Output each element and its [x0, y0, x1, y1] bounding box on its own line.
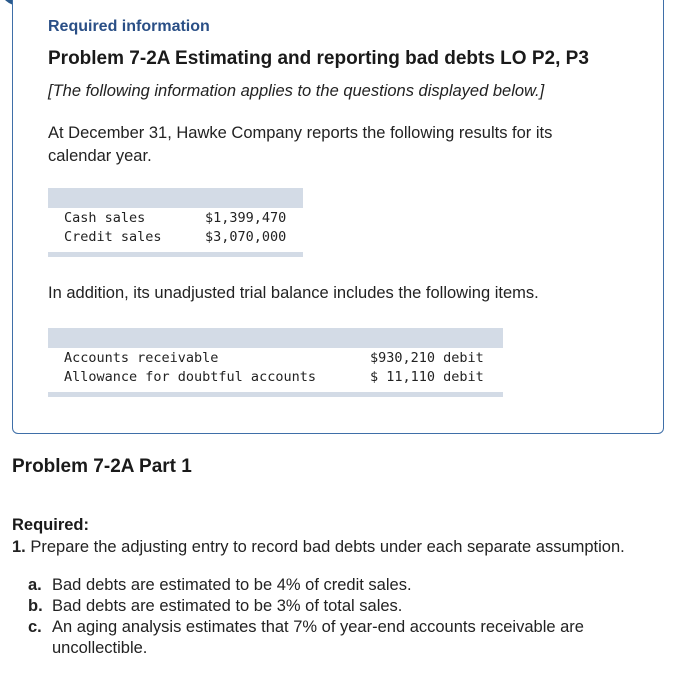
table-row	[48, 348, 503, 367]
row-value: $ 11,110 debit	[370, 369, 484, 385]
list-item	[28, 617, 628, 659]
table-footer-bar	[48, 392, 503, 397]
requirement-number: 1.	[12, 538, 26, 556]
item-text: Bad debts are estimated to be 3% of total sales.	[52, 597, 403, 615]
part-title: Problem 7-2A Part 1	[12, 456, 192, 477]
item-letter: a.	[28, 576, 42, 594]
intro-text: At December 31, Hawke Company reports the following results for its calendar year.	[48, 124, 553, 165]
table-header-bar	[48, 188, 303, 208]
table-row	[48, 227, 303, 246]
row-label: Cash sales	[64, 210, 146, 226]
row-label: Accounts receivable	[64, 350, 219, 366]
table-header-bar	[48, 328, 503, 348]
row-value: $3,070,000	[205, 229, 287, 245]
requirement-1	[12, 538, 625, 557]
trial-balance-table	[48, 328, 503, 397]
row-value: $1,399,470	[205, 210, 287, 226]
table-footer-bar	[48, 252, 303, 257]
table-row	[48, 367, 503, 386]
item-text: An aging analysis estimates that 7% of year-end accounts receivable are uncollectible.	[52, 618, 584, 657]
list-item	[28, 596, 628, 617]
requirement-text: Prepare the adjusting entry to record bad debts under each separate assumption.	[30, 538, 625, 556]
row-label: Credit sales	[64, 229, 162, 245]
item-text: Bad debts are estimated to be 4% of credit sales.	[52, 576, 412, 594]
item-letter: b.	[28, 597, 43, 615]
required-label: Required:	[12, 516, 90, 534]
list-item	[28, 575, 628, 596]
assumption-list	[28, 575, 628, 659]
sales-table	[48, 188, 303, 257]
item-letter: c.	[28, 618, 42, 636]
applies-note: [The following information applies to the questions displayed below.]	[48, 82, 545, 100]
problem-title: Problem 7-2A Estimating and reporting bad debts LO P2, P3	[48, 48, 589, 69]
required-information-heading: Required information	[48, 18, 210, 35]
table-row	[48, 208, 303, 227]
row-label: Allowance for doubtful accounts	[64, 369, 316, 385]
row-value: $930,210 debit	[370, 350, 484, 366]
trial-balance-intro: In addition, its unadjusted trial balance includes the following items.	[48, 284, 539, 302]
